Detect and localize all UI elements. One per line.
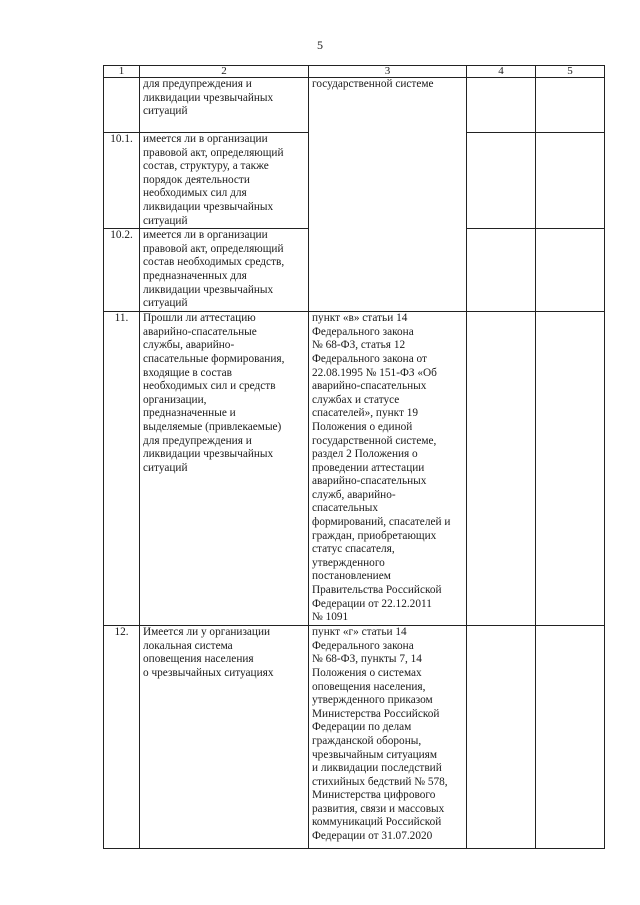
basis-text: пункт «г» статьи 14 Федерального закона № 68-ФЗ, пункты 7, 14 Положения о системах оповещения населения, утвержденного приказом Министерства Российской Федерации по делам гражданской обороны, чрезвычайным ситуациям и ликвидации последствий стихийных бедствий № 578, Министерства цифрового развития, связи и массовых коммуникаций Российской Федерации от 31.07.2020 bbox=[312, 626, 448, 843]
table-row bbox=[104, 78, 605, 133]
row-question bbox=[140, 133, 309, 229]
row-col4 bbox=[467, 312, 536, 626]
row-question bbox=[140, 626, 309, 849]
row-number: 11. bbox=[104, 312, 140, 626]
row-question bbox=[140, 312, 309, 626]
table-row bbox=[104, 626, 605, 849]
row-col4 bbox=[467, 229, 536, 312]
question-text: для предупреждения и ликвидации чрезвычайных ситуаций bbox=[143, 78, 274, 118]
row-number: 10.1. bbox=[104, 133, 140, 229]
row-number bbox=[104, 78, 140, 133]
header-col-5: 5 bbox=[536, 66, 605, 78]
row-col5 bbox=[536, 312, 605, 626]
requirements-table bbox=[103, 65, 605, 849]
header-col-4: 4 bbox=[467, 66, 536, 78]
basis-text: государственной системе bbox=[312, 78, 434, 90]
row-col4 bbox=[467, 626, 536, 849]
table-row bbox=[104, 312, 605, 626]
question-text: имеется ли в организации правовой акт, определяющий состав необходимых средств, предназначенных для ликвидации чрезвычайных ситуаций bbox=[143, 229, 285, 310]
question-text: Прошли ли аттестацию аварийно-спасательные службы, аварийно- спасательные формирования, входящие в состав необходимых сил и средств организации, предназначенные и выделяемые (привлекаемые) для предупреждения и ликвидации чрезвычайных ситуаций bbox=[143, 312, 285, 474]
row-question bbox=[140, 229, 309, 312]
row-question bbox=[140, 78, 309, 133]
question-text: имеется ли в организации правовой акт, определяющий состав, структуру, а также порядок деятельности необходимых сил для ликвидации чрезвычайных ситуаций bbox=[143, 133, 284, 227]
table-header-row bbox=[104, 66, 605, 78]
row-col5 bbox=[536, 133, 605, 229]
header-col-3: 3 bbox=[309, 66, 467, 78]
row-col5 bbox=[536, 229, 605, 312]
row-basis bbox=[309, 78, 467, 312]
row-col5 bbox=[536, 78, 605, 133]
basis-text: пункт «в» статьи 14 Федерального закона № 68-ФЗ, статья 12 Федерального закона от 22.08.1995 № 151-ФЗ «Об аварийно-спасательных службах и статусе спасателей», пункт 19 Положения о единой государственной системе, раздел 2 Положения о проведении аттестации аварийно-спасательных служб, аварийно- спасательных формирований, спасателей и граждан, приобретающих статус спасателя, утвержденного постановлением Правительства Российской Федерации от 22.12.2011 № 1091 bbox=[312, 312, 451, 624]
row-number: 12. bbox=[104, 626, 140, 849]
question-text: Имеется ли у организации локальная система оповещения населения о чрезвычайных ситуациях bbox=[143, 626, 274, 679]
row-basis bbox=[309, 312, 467, 626]
row-col5 bbox=[536, 626, 605, 849]
header-col-2: 2 bbox=[140, 66, 309, 78]
header-col-1: 1 bbox=[104, 66, 140, 78]
page-number: 5 bbox=[317, 38, 323, 52]
row-col4 bbox=[467, 78, 536, 133]
row-number: 10.2. bbox=[104, 229, 140, 312]
row-basis bbox=[309, 626, 467, 849]
row-col4 bbox=[467, 133, 536, 229]
